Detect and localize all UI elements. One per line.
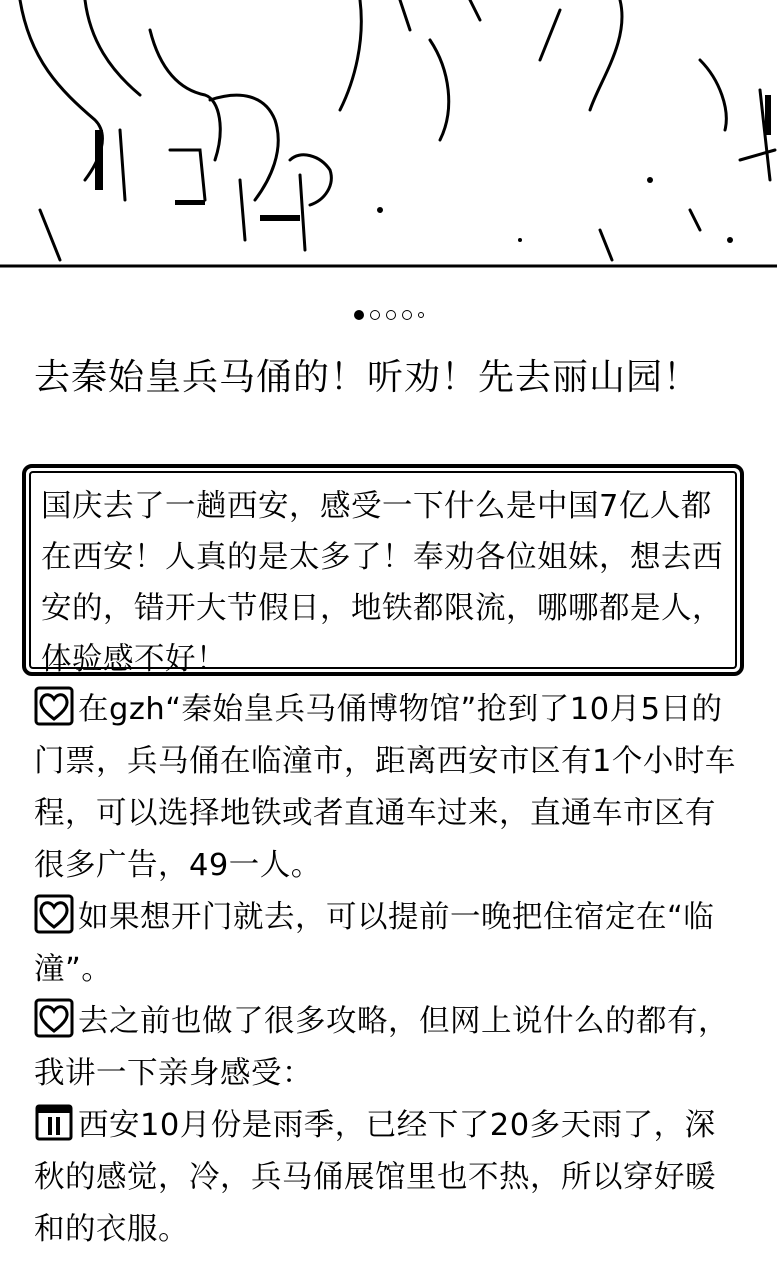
carousel-dot[interactable] [402,310,412,320]
carousel-dot[interactable] [354,310,364,320]
paragraph-text: 去之前也做了很多攻略，但网上说什么的都有，我讲一下亲身感受： [34,1004,729,1091]
heart-icon [34,894,74,934]
carousel-indicator[interactable] [0,308,777,322]
post-photo [0,0,777,272]
paragraph [34,892,746,996]
paragraph [34,1100,746,1256]
post-title: 去秦始皇兵马俑的！听劝！先去丽山园！ [34,357,701,398]
intro-box [22,464,744,676]
carousel-dot[interactable] [386,310,396,320]
paragraph-text: 西安10月份是雨季，已经下了20多天雨了，深秋的感觉，冷，兵马俑展馆里也不热，所以穿好暖和的衣服。 [34,1108,716,1247]
paragraph-text: 在gzh“秦始皇兵马俑博物馆”抢到了10月5日的门票，兵马俑在临潼市，距离西安市区有1个小时车程，可以选择地铁或者直通车过来，直通车市区有很多广告，49一人。 [34,692,736,883]
carousel-dot[interactable] [370,310,380,320]
post-body [34,684,746,1256]
paragraph [34,684,746,892]
intro-text: 国庆去了一趟西安，感受一下什么是中国7亿人都在西安！人真的是太多了！奉劝各位姐妹，想去西安的，错开大节假日，地铁都限流，哪哪都是人，体验感不好！ [29,471,737,669]
heart-icon [34,686,74,726]
paragraph-text: 如果想开门就去，可以提前一晚把住宿定在“临潼”。 [34,900,715,987]
paragraph [34,996,746,1100]
carousel-dot[interactable] [418,312,424,318]
calendar-icon [34,1102,74,1142]
heart-icon [34,998,74,1038]
post-image-carousel[interactable] [0,0,777,272]
